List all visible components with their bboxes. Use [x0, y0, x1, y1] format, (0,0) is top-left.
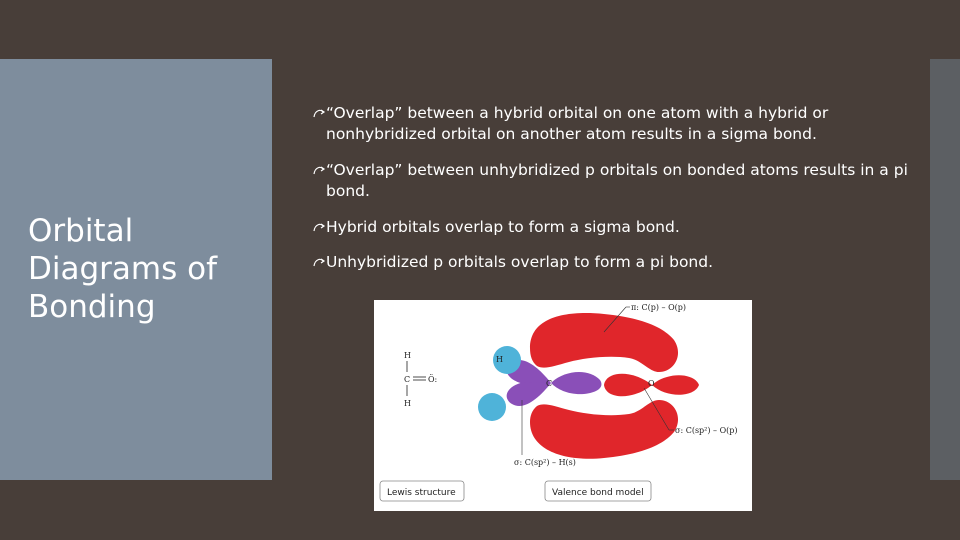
bullet-text: Unhybridized p orbitals overlap to form a pi bond.: [326, 253, 714, 271]
atom-h-label: H: [496, 355, 503, 364]
pi-bond-label: π: C(p) – O(p): [631, 303, 686, 312]
swirl-arrow-icon: [312, 106, 326, 120]
valence-bond-diagram: [374, 300, 752, 511]
sigma-ch-label: σ: C(sp²) – H(s): [514, 458, 576, 467]
bullet-text: “Overlap” between a hybrid orbital on one atom with a hybrid or nonhybridized orbital on another atom results in a sigma bond.: [326, 104, 829, 143]
swirl-arrow-icon: [312, 220, 326, 234]
slide-title: Orbital Diagrams of Bonding: [28, 213, 217, 325]
lewis-o: Ö:: [428, 375, 438, 384]
bullet-text: “Overlap” between unhybridized p orbitals on bonded atoms results in a pi bond.: [326, 161, 908, 200]
atom-c-label: C: [546, 379, 553, 388]
bullet-list: [312, 103, 912, 288]
right-edge-panel: [930, 59, 960, 480]
bullet-item: [312, 103, 912, 145]
lewis-structure: [404, 351, 437, 408]
bullet-item: [312, 252, 912, 273]
sigma-co-label: σ: C(sp²) – O(p): [675, 426, 738, 435]
valence-bond-label: Valence bond model: [552, 488, 644, 498]
lewis-structure-label: Lewis structure: [387, 488, 456, 498]
lewis-h-top: H: [404, 351, 411, 360]
orbital-figure: [374, 300, 752, 511]
bullet-text: Hybrid orbitals overlap to form a sigma bond.: [326, 218, 680, 236]
swirl-arrow-icon: [312, 255, 326, 269]
h-orbitals: [478, 346, 521, 421]
bullet-item: [312, 160, 912, 202]
swirl-arrow-icon: [312, 163, 326, 177]
lewis-h-bottom: H: [404, 399, 411, 408]
lewis-c: C: [404, 375, 411, 384]
atom-o-label: O: [648, 379, 655, 388]
hybrid-orbitals: [507, 360, 602, 406]
bullet-item: [312, 217, 912, 238]
